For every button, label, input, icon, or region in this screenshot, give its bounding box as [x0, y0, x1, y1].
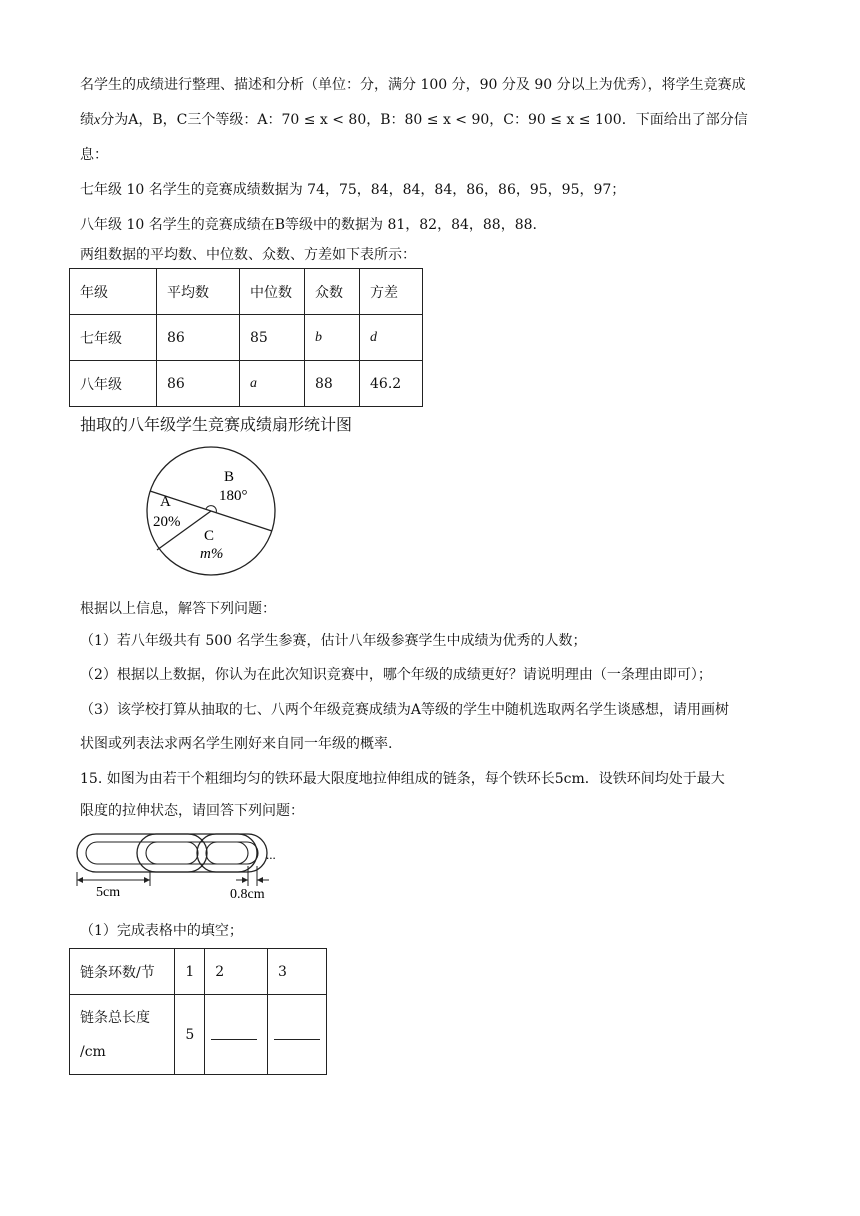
dimension-label-0.8cm: 0.8cm — [230, 887, 265, 902]
text-line: 根据以上信息，解答下列问题： — [80, 601, 276, 617]
table-cell: 七年级 — [70, 315, 157, 361]
question-1: （1）若八年级共有 500 名学生参赛，估计八年级参赛学生中成绩为优秀的人数； — [80, 633, 587, 649]
answer-blank-2[interactable] — [205, 995, 268, 1075]
arrow-head — [257, 877, 263, 883]
row-unit: /cm — [80, 1043, 106, 1060]
pie-value-b: 180° — [219, 488, 248, 504]
table-cell: 八年级 — [70, 361, 157, 407]
table-header: 方差 — [360, 269, 423, 315]
table-cell: 88 — [305, 361, 360, 407]
text-line: 息： — [80, 147, 108, 163]
text-line: 名学生的成绩进行整理、描述和分析（单位：分，满分 100 分，90 分及 90 分以上为优秀），将学生竞赛成 — [80, 77, 746, 93]
chain-figure — [68, 828, 298, 904]
blank-line — [274, 1025, 320, 1040]
table-cell: 1 — [175, 949, 205, 995]
table-cell: 86 — [157, 361, 240, 407]
blank-line — [211, 1025, 257, 1040]
table-row — [70, 315, 423, 361]
table-cell: a — [240, 361, 305, 407]
chain-link-3-inner — [206, 842, 248, 864]
pie-title: 抽取的八年级学生竞赛成绩扇形统计图 — [80, 415, 353, 434]
dimension-label-5cm: 5cm — [96, 885, 121, 900]
arrow-head — [77, 877, 83, 883]
problem-15-cont: 限度的拉伸状态，请回答下列问题： — [80, 803, 304, 819]
table-row — [70, 949, 327, 995]
table-cell: 3 — [268, 949, 327, 995]
question-3-cont: 状图或列表法求两名学生刚好来自同一年级的概率. — [80, 736, 393, 752]
table-header — [70, 995, 175, 1075]
table-header: 中位数 — [240, 269, 305, 315]
arrow-head — [242, 877, 248, 883]
table-row — [70, 269, 423, 315]
text-line — [80, 109, 748, 129]
table-cell: 85 — [240, 315, 305, 361]
text-line: 八年级 10 名学生的竞赛成绩在B等级中的数据为 81，82，84，88，88. — [80, 217, 537, 233]
chain-link-2-inner — [146, 842, 258, 864]
pie-label-a: A — [160, 494, 171, 510]
text-fragment: 分为A，B，C三个等级：A：70 ≤ x < 80，B：80 ≤ x < 90，C：90 ≤ x ≤ 100．下面给出了部分信 — [100, 112, 748, 128]
table-cell: d — [360, 315, 423, 361]
chain-table — [69, 948, 327, 1075]
arrow-head — [144, 877, 150, 883]
pie-chart — [140, 440, 290, 585]
variable-x: x — [94, 113, 101, 128]
stats-table — [69, 268, 423, 407]
text-line: 七年级 10 名学生的竞赛成绩数据为 74，75，84，84，84，86，86，95，95，97； — [80, 182, 626, 198]
text-fragment: 绩 — [80, 112, 94, 128]
pie-value-c: m% — [200, 546, 224, 562]
row-label: 链条总长度 — [80, 1009, 150, 1026]
table-row — [70, 995, 327, 1075]
table-cell: 2 — [205, 949, 268, 995]
table-cell: 5 — [175, 995, 205, 1075]
text-line: 两组数据的平均数、中位数、众数、方差如下表所示： — [80, 247, 416, 263]
table-header: 年级 — [70, 269, 157, 315]
table-header: 链条环数/节 — [70, 949, 175, 995]
pie-label-b: B — [224, 469, 235, 485]
answer-blank-3[interactable] — [268, 995, 327, 1075]
pie-label-c: C — [204, 528, 215, 544]
table-cell: 86 — [157, 315, 240, 361]
problem-15: 15. 如图为由若干个粗细均匀的铁环最大限度地拉伸组成的链条，每个铁环长5cm．设铁环间均处于最大 — [80, 771, 725, 787]
pie-value-a: 20% — [153, 514, 181, 530]
table-header: 平均数 — [157, 269, 240, 315]
question-3: （3）该学校打算从抽取的七、八两个年级竞赛成绩为A等级的学生中随机选取两名学生谈感想，请用画树 — [80, 702, 730, 718]
question-2: （2）根据以上数据，你认为在此次知识竞赛中，哪个年级的成绩更好？请说明理由（一条理由即可）； — [80, 667, 712, 683]
table-cell: 46.2 — [360, 361, 423, 407]
table-row — [70, 361, 423, 407]
subquestion-1: （1）完成表格中的填空； — [80, 923, 243, 939]
table-cell: b — [305, 315, 360, 361]
table-header: 众数 — [305, 269, 360, 315]
chain-link-1-inner — [86, 842, 198, 864]
chain-ellipsis: ... — [266, 847, 276, 862]
pie-divider-b-c — [211, 511, 272, 531]
